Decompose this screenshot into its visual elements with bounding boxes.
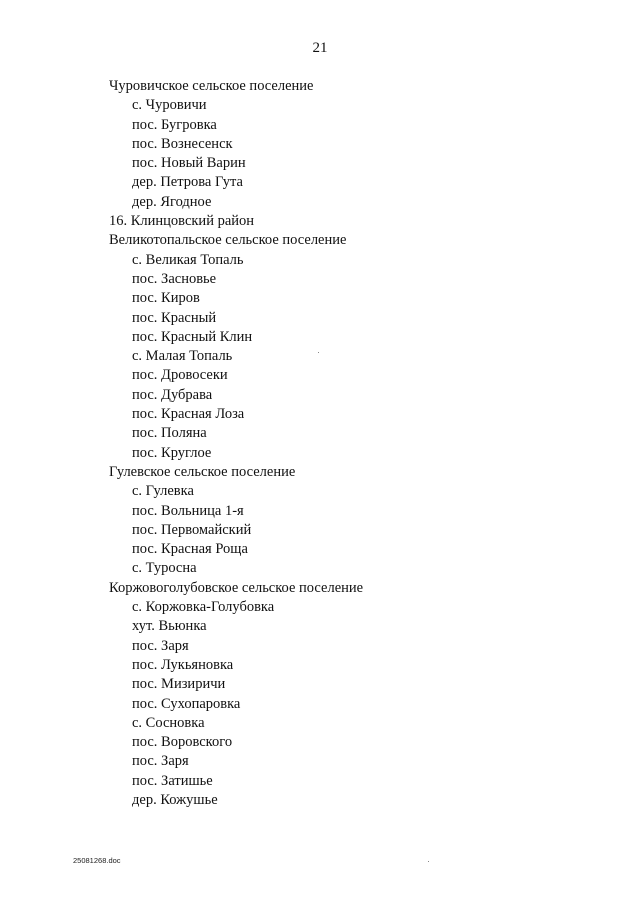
section-heading: 16. Клинцовский район xyxy=(109,213,255,230)
settlement-item: пос. Лукьяновка xyxy=(132,656,234,673)
settlement-item: пос. Дубрава xyxy=(132,386,213,403)
settlement-item: с. Сосновка xyxy=(132,714,205,731)
section-heading: Великотопальское сельское поселение xyxy=(109,232,347,249)
settlement-item: пос. Круглое xyxy=(132,444,212,461)
settlement-item: с. Гулевка xyxy=(132,483,194,500)
settlement-item: пос. Красный xyxy=(132,309,217,326)
settlement-item: пос. Бугровка xyxy=(132,116,217,133)
settlement-item: с. Чуровичи xyxy=(132,97,207,114)
settlement-item: дер. Ягодное xyxy=(132,193,212,210)
settlement-item: пос. Дровосеки xyxy=(132,367,228,384)
settlement-item: пос. Красная Роща xyxy=(132,541,248,558)
settlement-item: пос. Первомайский xyxy=(132,521,252,538)
settlement-item: пос. Заря xyxy=(132,753,189,770)
section-heading: Гулевское сельское поселение xyxy=(109,463,296,480)
settlement-item: пос. Красный Клин xyxy=(132,328,253,345)
page-number: 21 xyxy=(312,40,328,56)
settlement-item: пос. Засновье xyxy=(132,270,217,287)
settlement-item: пос. Сухопаровка xyxy=(132,695,241,712)
scan-speck xyxy=(428,861,429,862)
scan-speck xyxy=(318,352,319,353)
settlement-item: пос. Новый Варин xyxy=(132,155,246,172)
settlement-item: пос. Вознесенск xyxy=(132,135,233,152)
settlement-item: с. Коржовка-Голубовка xyxy=(132,599,275,616)
footer-filename: 25081268.doc xyxy=(73,856,121,865)
settlement-item: пос. Вольница 1-я xyxy=(132,502,244,519)
settlement-item: дер. Петрова Гута xyxy=(132,174,243,191)
settlement-item: с. Великая Топаль xyxy=(132,251,244,268)
settlement-item: с. Туросна xyxy=(132,560,197,577)
settlement-item: пос. Киров xyxy=(132,290,200,307)
section-heading: Чуровичское сельское поселение xyxy=(109,78,314,94)
settlement-item: хут. Вьюнка xyxy=(132,618,207,635)
section-heading: Коржовоголубовское сельское поселение xyxy=(109,579,364,596)
settlement-list xyxy=(0,77,640,810)
settlement-item: пос. Заря xyxy=(132,637,189,654)
settlement-item: пос. Мизиричи xyxy=(132,676,226,693)
settlement-item: с. Малая Топаль xyxy=(132,348,233,365)
settlement-item: дер. Кожушье xyxy=(132,791,218,808)
settlement-item: пос. Поляна xyxy=(132,425,207,442)
settlement-item: пос. Красная Лоза xyxy=(132,406,245,423)
settlement-item: пос. Воровского xyxy=(132,734,233,751)
settlement-item: пос. Затишье xyxy=(132,772,213,789)
